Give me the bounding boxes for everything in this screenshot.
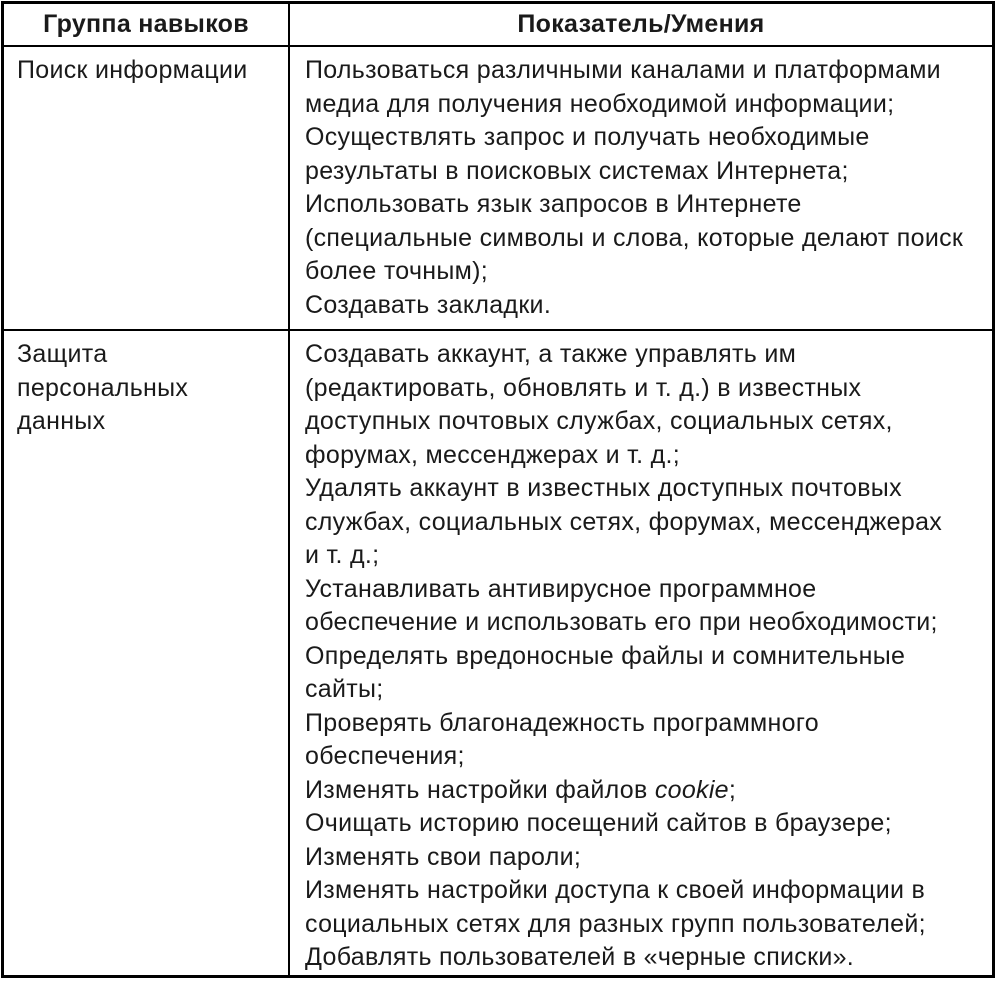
group-cell: [4, 47, 290, 329]
group-label-line: Защита: [17, 340, 108, 368]
skill-text-line: Проверять благонадежность программного: [305, 708, 819, 737]
table-header-row: [4, 4, 992, 47]
column-header-indicator-skills: Показатель/Умения: [517, 10, 765, 38]
skill-text-line: Изменять настройки доступа к своей информации в: [305, 876, 926, 904]
skill-text-line: более точным);: [305, 257, 488, 285]
skill-text-line: Пользоваться различными каналами и платформами: [305, 56, 941, 84]
skill-text-line: Очищать историю посещений сайтов в браузере;: [305, 809, 892, 837]
skill-text-line: социальных сетях для разных групп пользователей;: [305, 909, 926, 938]
skill-text-line: (специальные символы и слова, которые делают поиск: [305, 223, 964, 252]
skill-text-line: и т. д.;: [305, 541, 380, 569]
skill-text-line: результаты в поисковых системах Интернета;: [305, 156, 849, 185]
skill-text-line: форумах, мессенджерах и т. д.;: [305, 440, 681, 469]
skill-text-line: Создавать аккаунт, а также управлять им: [305, 340, 797, 368]
table-row-information-search: [4, 47, 992, 331]
skill-text-line: Осуществлять запрос и получать необходимые: [305, 123, 870, 151]
skill-text-line: медиа для получения необходимой информации;: [305, 89, 895, 118]
column-header-skill-group: Группа навыков: [4, 4, 290, 45]
skill-text-line: Изменять настройки файлов cookie;: [305, 775, 737, 804]
group-label-line: Поиск информации: [17, 56, 248, 84]
skill-text-line: обеспечение и использовать его при необходимости;: [305, 608, 938, 636]
skill-text-line: (редактировать, обновлять и т. д.) в известных: [305, 373, 862, 402]
skill-text-line: Определять вредоносные файлы и сомнительные: [305, 641, 906, 670]
skills-cell: [290, 47, 992, 329]
skill-text-line: Устанавливать антивирусное программное: [305, 574, 817, 603]
skill-text-line: Использовать язык запросов в Интернете: [305, 190, 802, 218]
skill-text-line: Изменять свои пароли;: [305, 842, 582, 871]
skills-table: [1, 1, 995, 978]
skill-text-line: обеспечения;: [305, 742, 465, 770]
skill-text-line: сайты;: [305, 675, 384, 703]
skill-text-line: Создавать закладки.: [305, 290, 552, 319]
skills-cell: [290, 331, 992, 975]
group-label-line: данных: [17, 407, 106, 435]
skill-text-line: Добавлять пользователей в «черные списки».: [305, 943, 855, 971]
skill-text-line: доступных почтовых службах, социальных сетях,: [305, 407, 893, 435]
group-label-line: персональных: [17, 373, 189, 402]
table-row-personal-data-protection: [4, 331, 992, 975]
group-cell: [4, 331, 290, 975]
skill-text-line: Удалять аккаунт в известных доступных почтовых: [305, 474, 902, 502]
skill-text-line: службах, социальных сетях, форумах, мессенджерах: [305, 507, 943, 536]
